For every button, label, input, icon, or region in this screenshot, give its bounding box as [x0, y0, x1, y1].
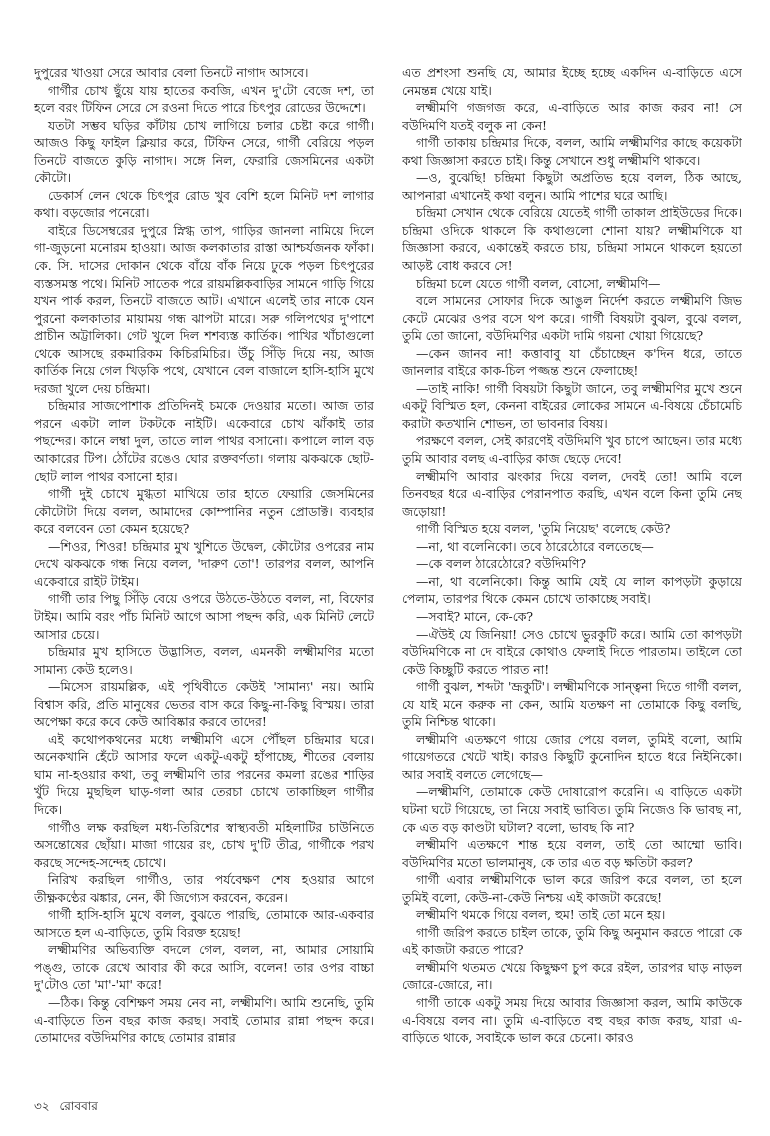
paragraph: গার্গীর চোখ ছুঁয়ে যায় হাতের কবজি, এখন দু'টো বেজে দশ, তা হলে বরং টিফিন সেরে সে রওনা দিতে পারে চিৎপুর রোডের উদ্দেশে।: [34, 82, 374, 116]
paragraph: লক্ষ্মীমণির অভিব্যক্তি বদলে গেল, বলল, না, আমার সোয়ামি পঙ্গু, তাকে রেখে আবার কী করে আসি, বলেন! তার ওপর বাচ্চা দু'টোও তো 'মা'-'মা' করে!: [34, 942, 374, 993]
paragraph: —ঠিক। কিন্তু বেশিক্ষণ সময় নেব না, লক্ষ্মীমণি। আমি শুনেছি, তুমি এ-বাড়িতে তিন বছর কাজ করছ। সবাই তোমার রান্না পছন্দ করে। তোমাদের বউদিমণির কাছে তোমার রান্নার: [34, 994, 374, 1046]
paragraph: গার্গী তাকে একটু সময় দিয়ে আবার জিজ্ঞাসা করল, আমি কাউকে এ-বিষয়ে বলব না। তুমি এ-বাড়িতে বহু বছর কাজ করছ, যারা এ-বাড়িতে থাকে, সবাইকে ভাল করে চেনো। কারও: [402, 994, 742, 1046]
paragraph: —না, থা বলেনিকো। কিন্তু আমি যেই যে লাল কাপড়টা কুড়ায়ে পেলাম, তারপর থিকে কেমন চোখে তাকাচ্ছে সবাই।: [402, 573, 742, 607]
paragraph: চন্দ্রিমার মুখ হাসিতে উদ্ভাসিত, বলল, এমনকী লক্ষ্মীমণির মতো সামান্য কেউ হলেও।: [34, 644, 374, 677]
paragraph: গার্গী দুই চোখে মুগ্ধতা মাখিয়ে তার হাতে ফেয়ারি জেসমিনের কৌটোটা দিয়ে বলল, আমাদের কোম্পানির নতুন প্রোডাক্ট। ব্যবহার করে বলবেন তো কেমন হয়েছে?: [34, 486, 374, 537]
paragraph: গার্গী জরিপ করতে চাইল তাকে, তুমি কিছু অনুমান করতে পারো কে এই কাজটা করতে পারে?: [402, 924, 742, 958]
paragraph: চন্দ্রিমা চলে যেতে গার্গী বলল, বোসো, লক্ষ্মীমণি—: [416, 275, 661, 291]
paragraph: লক্ষ্মীমণি আবার ঝংকার দিয়ে বলল, দেবই তো! আমি বলে তিনবছর ধরে এ-বাড়ির পেরানপাত করছি, এখন বলে কিনা তুমি নেছ জড়োয়া!: [402, 468, 742, 519]
paragraph: চন্দ্রিমার সাজপোশাক প্রতিদিনই চমকে দেওয়ার মতো। আজ তার পরনে একটা লাল টকটকে নাইটি। একেবারে চোখ ঝাঁকাই তার পছন্দের। কানে লম্বা দুল, তাতে লাল পাথর বসানো। কপালে লাল বড় আকারের টিপ। ঠোঁটের রঙেও ঘোর রক্তবর্ণতা। গলায় ঝকঝকে ছোট-ছোট লাল পাথর বসানো হার।: [34, 398, 374, 484]
page-number: ৩২: [34, 1099, 50, 1113]
paragraph: পরক্ষণে বলল, সেই কারণেই বউদিমণি খুব চাপে আছেন। তার মধ্যে তুমি আবার বলছ এ-বাড়ির কাজ ছেড়ে দেবে!: [402, 433, 742, 467]
right-column: [402, 64, 742, 1094]
paragraph: গার্গী তাকায় চন্দ্রিমার দিকে, বলল, আমি লক্ষ্মীমণির কাছে কয়েকটা কথা জিজ্ঞাসা করতে চাই। কিন্তু সেখানে শুধু লক্ষ্মীমণি থাকবে।: [402, 135, 742, 168]
paragraph: গার্গী এবার লক্ষ্মীমণিকে ভাল করে জরিপ করে বলল, তা হলে তুমিই বলো, কেউ-না-কেউ নিশ্চয় এই কাজটা করেছে!: [402, 872, 742, 905]
paragraph: বলে সামনের সোফার দিকে আঙুল নির্দেশ করতে লক্ষ্মীমণি জিভ কেটে মেঝের ওপর বসে থপ করে। গার্গী বিষয়টা বুঝল, বুঝে বলল, তুমি তো জানো, বউদিমণির একটা দামি গয়না খোয়া গিয়েছে?: [402, 293, 742, 344]
page-footer: [34, 1098, 104, 1118]
paragraph: যতটা সম্ভব ঘড়ির কাঁটায় চোখ লাগিয়ে চলার চেষ্টা করে গার্গী। আজও কিছু ফাইল ক্লিয়ার করে, টিফিন সেরে, গার্গী বেরিয়ে পড়ল তিনটে বাজতে কুড়ি নাগাদ। সঙ্গে নিল, ফেরারি জেসমিনের একটা কৌটো।: [34, 117, 374, 186]
paragraph: —শিওর, শিওর! চন্দ্রিমার মুখ খুশিতে উদ্বেল, কৌটোর ওপরের নাম দেখে ঝকঝকে গন্ধ নিয়ে বলল, 'দারুণ তো'! তারপর বলল, আপনি একেবারে রাইট টাইম।: [34, 538, 374, 589]
paragraph: —ঐউই যে জিনিয়া! সেও চোখে ভুরকুটি করে। আমি তো কাপড়টা বউদিমণিকে না দে বাইরে কোথাও ফেলাই দিতে পারতাম। তাইলে তো কেউ কিচ্ছুটি করতে পারত না!: [402, 626, 742, 677]
paragraph: —সবাই? মানে, কে-কে?: [416, 608, 534, 624]
paragraph: লক্ষ্মীমণি এতক্ষণে গায়ে জোর পেয়ে বলল, তুমিই বলো, আমি গায়েগতরে খেটে খাই। কারও কিছুটি কুনোদিন হাতে ধরে নিইনিকো। আর সবাই বলতে লেগেছে—: [402, 731, 742, 782]
paragraph: —ও, বুঝেছি! চন্দ্রিমা কিছুটা অপ্রতিভ হয়ে বলল, ঠিক আছে, আপনারা এখানেই কথা বলুন। আমি পাশের ঘরে আছি।: [402, 170, 742, 203]
paragraph: লক্ষ্মীমণি এতক্ষণে শান্ত হয়ে বলল, তাই তো আম্মো ভাবি। বউদিমণির মতো ভালমানুষ, কে তার এত বড় ক্ষতিটা করল?: [402, 837, 742, 870]
paragraph: —মিসেস রায়মল্লিক, এই পৃথিবীতে কেউই 'সামান্য' নয়। আমি বিশ্বাস করি, প্রতি মানুষের ভেতর বাস করে কিছু-না-কিছু বিস্ময়। তারা অপেক্ষা করে কবে কেউ আবিষ্কার করবে তাদের!: [34, 679, 374, 730]
paragraph: চন্দ্রিমা সেখান থেকে বেরিয়ে যেতেই গার্গী তাকাল প্রাইউডের দিকে। চন্দ্রিমা ওদিকে থাকলে কি কথাগুলো শোনা যায়? লক্ষ্মীমণিকে যা জিজ্ঞাসা করবে, একান্তেই করতে চায়, চন্দ্রিমা সামনে থাকলে হয়তো আড়ষ্ট বোধ করবে সে!: [402, 205, 742, 274]
paragraph: গার্গীও লক্ষ করছিল মধ্য-তিরিশের স্বাস্থ্যবতী মহিলাটির চাউনিতে অসন্তোষের ছোঁয়া। মাজা গায়ের রং, চোখ দু'টি তীব্র, গার্গীকে পরখ করছে সন্দেহ-সন্দেহ চোখে।: [34, 819, 374, 870]
paragraph: —না, থা বলেনিকো। তবে ঠারেঠোরে বলতেছে—: [416, 538, 654, 554]
paragraph: বাইরে ডিসেম্বরের দুপুরে স্নিগ্ধ তাপ, গাড়ির জানলা নামিয়ে দিলে গা-জুড়নো মনোরম হাওয়া। আজ কলকাতার রাস্তা আশ্চর্যজনক ফাঁকা। কে. সি. দাসের দোকান থেকে বাঁয়ে বাঁক নিয়ে ঢুকে পড়ল চিৎপুরের ব্যস্তসমস্ত পথে। মিনিট সাতেক পরে রায়মল্লিকবাড়ির সামনে গাড়ি গিয়ে যখন পার্ক করল, তিনটে বাজতে আট। এখানে এলেই তার নাকে যেন পুরনো কলকাতার মায়াময় গন্ধ ঝাপটা মারে। সরু গলিপথের দু'পাশে প্রাচীন অট্টালিকা। গেট খুলে দিল শশব্যস্ত কার্তিক। পাখির খাঁচাগুলো থেকে আসছে রকমারিকম কিচিরমিচির। উঁচু সিঁড়ি দিয়ে নয়, আজ কার্তিক নিয়ে গেল খিড়কি পথে, যেখানে বেল বাজালে হাসি-হাসি মুখে দরজা খুলে দেয় চন্দ্রিমা।: [34, 222, 374, 396]
paragraph: —লক্ষ্মীমণি, তোমাকে কেউ দোষারোপ করেনি। এ বাড়িতে একটা ঘটনা ঘটে গিয়েছে, তা নিয়ে সবাই ভাবিত। তুমি নিজেও কি ভাবছ না, কে এত বড় কাণ্ডটা ঘটাল? বলো, ভাবছ কি না?: [402, 784, 742, 835]
paragraph: —কেন জানব না! কত্তাবাবু যা চেঁচাচ্ছেন ক'দিন ধরে, তাতে জানলার বাইরে কাক-চিল পজ্জন্ত শুনে ফেলাচ্ছে!: [402, 345, 742, 379]
paragraph: গার্গী বিস্মিত হয়ে বলল, 'তুমি নিয়েছ' বলেছে কেউ?: [416, 521, 671, 537]
paragraph: দুপুরের খাওয়া সেরে আবার বেলা তিনটে নাগাদ আসবে।: [34, 65, 309, 80]
paragraph: —কে বলল ঠারেঠোরে? বউদিমণি?: [416, 556, 587, 572]
paragraph: লক্ষ্মীমণি থমকে গিয়ে বলল, হুম! তাই তো মনে হয়।: [416, 907, 666, 923]
paragraph: লক্ষ্মীমণি থতমত খেয়ে কিছুক্ষণ চুপ করে রইল, তারপর ঘাড় নাড়ল জোরে-জোরে, না।: [402, 959, 742, 993]
paragraph: ডেকার্স লেন থেকে চিৎপুর রোড খুব বেশি হলে মিনিট দশ লাগার কথা। বড়জোর পনেরো।: [34, 187, 374, 221]
paragraph: লক্ষ্মীমণি গজগজ করে, এ-বাড়িতে আর কাজ করব না! সে বউদিমণি যতই বলুক না কেন!: [402, 100, 742, 133]
paragraph: গার্গী হাসি-হাসি মুখে বলল, বুঝতে পারছি, তোমাকে আর-একবার আসতে হল এ-বাড়িতে, তুমি বিরক্ত হয়েছ!: [34, 907, 374, 940]
paragraph: এত প্রশংসা শুনছি যে, আমার ইচ্ছে হচ্ছে একদিন এ-বাড়িতে এসে নেমন্তন্ন খেয়ে যাই।: [402, 65, 742, 98]
paragraph: এই কথোপকথনের মধ্যে লক্ষ্মীমণি এসে পৌঁছল চন্দ্রিমার ঘরে। অনেকখানি হেঁটে আসার ফলে একটু-একটু হাঁপাচ্ছে, শীতের বেলায় ঘাম না-হওয়ার কথা, তবু লক্ষ্মীমণি তার পরনের কমলা রঙের শাড়ির খুঁট দিয়ে মুছছিল ঘাড়-গলা আর তেরচা চোখে তাকাচ্ছিল গার্গীর দিকে।: [34, 731, 374, 817]
section-name: রোববার: [59, 1099, 98, 1113]
paragraph: গার্গী বুঝল, শব্দটা 'ভ্রূকুটি'। লক্ষ্মীমণিকে সান্ত্বনা দিতে গার্গী বলল, যে যাই মনে করুক না কেন, আমি যতক্ষণ না তোমাকে কিছু বলছি, তুমি নিশ্চিন্ত থাকো।: [402, 679, 742, 730]
paragraph: —তাই নাকি! গার্গী বিষয়টা কিছুটা জানে, তবু লক্ষ্মীমণির মুখে শুনে একটু বিস্মিত হল, কেননা বাইরের লোকের সামনে এ-বিষয়ে চেঁচামেচি করাটা কতখানি শোভন, তা ভাবনার বিষয়।: [402, 380, 742, 431]
paragraph: নিরিখ করছিল গার্গীও, তার পর্যবেক্ষণ শেষ হওয়ার আগে তীক্ষ্ণকণ্ঠের ঝঙ্কার, নেন, কী জিগ্যেস করবেন, করেন।: [34, 872, 374, 905]
left-column: [34, 64, 374, 1094]
paragraph: গার্গী তার পিছু সিঁড়ি বেয়ে ওপরে উঠতে-উঠতে বলল, না, বিফোর টাইম। আমি বরং পাঁচ মিনিট আগে আসা পছন্দ করি, এক মিনিট লেটে আসার চেয়ে।: [34, 591, 374, 642]
